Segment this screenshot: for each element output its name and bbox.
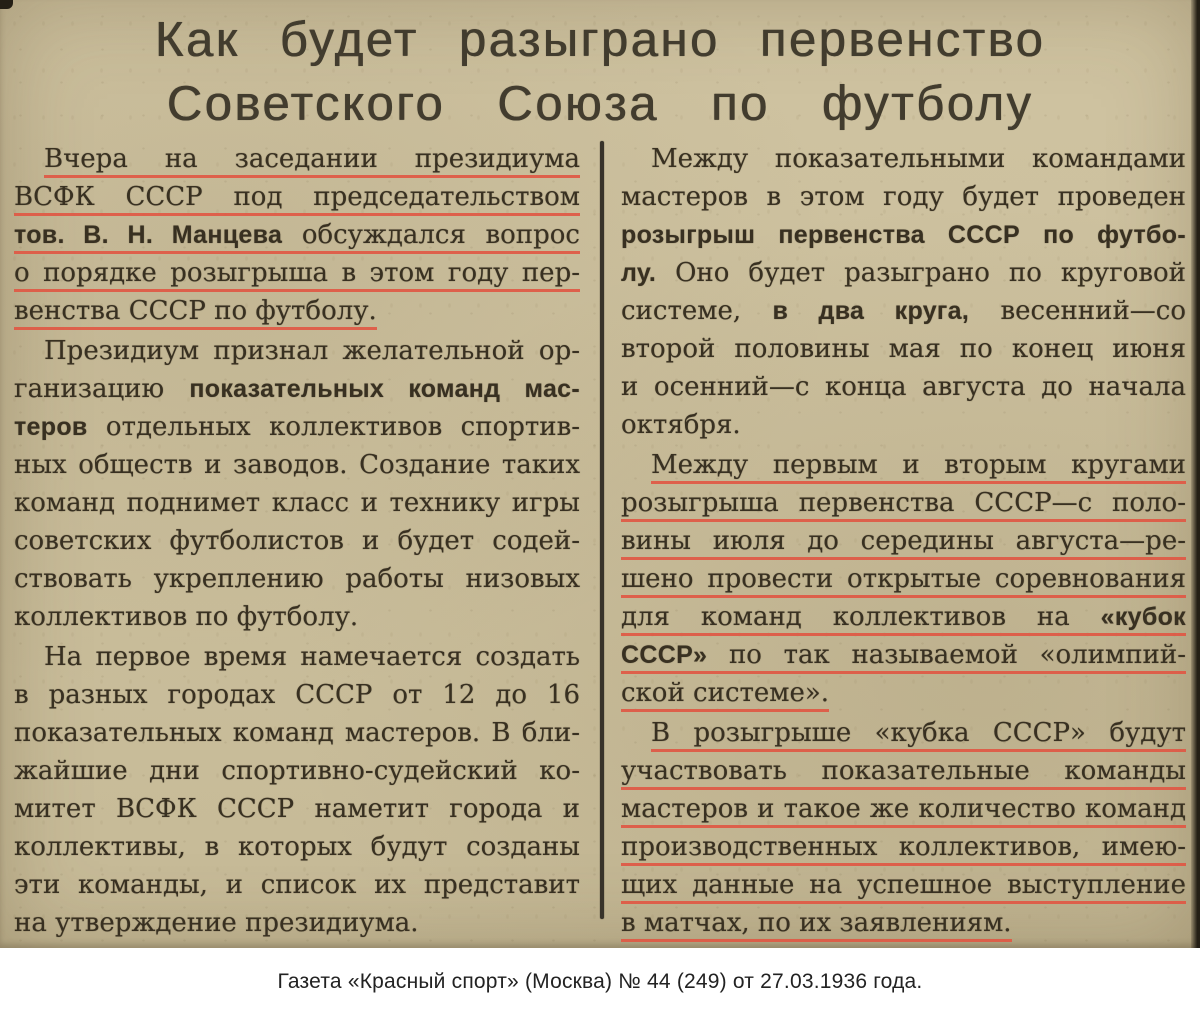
paragraph [621, 140, 1186, 444]
text-line [621, 598, 1186, 636]
text-segment: системе, [621, 296, 773, 326]
text-segment: на утверждение президиума. [14, 908, 419, 938]
text-line-content [621, 756, 1186, 790]
bold-text-segment: теров [14, 413, 88, 441]
text-line [14, 332, 580, 370]
text-segment: щих данные на успешное выступление [621, 870, 1186, 900]
text-line-content [621, 870, 1186, 904]
text-segment: митет ВСФК СССР наметит города и [14, 794, 580, 824]
text-segment: венства СССР по футболу. [14, 296, 377, 326]
text-line-content [651, 718, 1186, 752]
text-segment: шено провести открытые соревнования [621, 564, 1186, 594]
text-line [621, 904, 1186, 942]
text-line [14, 714, 580, 752]
text-line [14, 408, 580, 446]
text-segment: в матчах, по их заявлениям. [621, 908, 1012, 938]
text-line [621, 446, 1186, 484]
bold-text-segment: показательных команд мас- [189, 375, 580, 403]
source-caption: Газета «Красный спорт» (Москва) № 44 (249) от 27.03.1936 года. [277, 970, 923, 993]
text-line-content [44, 336, 580, 367]
text-line [14, 866, 580, 904]
headline-line-1: Как будет разыграно первенство [154, 13, 1046, 67]
text-line [14, 140, 580, 178]
text-segment: В розыгрыше «кубка СССР» будут [651, 718, 1186, 748]
text-line [14, 598, 580, 636]
text-line-content [14, 526, 580, 557]
text-line [621, 330, 1186, 368]
text-line [621, 522, 1186, 560]
text-line [621, 828, 1186, 866]
text-segment: ганизацию [14, 374, 190, 404]
text-line-content [14, 488, 580, 519]
text-segment: Оно будет разыграно по круговой [656, 258, 1186, 288]
text-line-content [14, 258, 580, 292]
text-line-content [621, 640, 1186, 674]
text-segment: жайшие дни спортивно-судейский ко- [14, 756, 580, 786]
text-segment: обсуждался вопрос [282, 220, 580, 250]
text-line-content [621, 488, 1186, 522]
text-line [621, 254, 1186, 292]
text-segment: ВСФК СССР под председательством [14, 182, 580, 212]
text-line-content [14, 908, 419, 939]
text-line [14, 370, 580, 408]
text-line-content [14, 602, 358, 633]
text-line-content [14, 296, 377, 330]
headline-line-2: Советского Союза по футболу [166, 77, 1034, 131]
text-segment: ствовать укреплению работы низовых [14, 564, 580, 594]
bold-text-segment: розыгрыш первенства СССР по футбо- [621, 221, 1186, 249]
text-line-content [621, 794, 1186, 828]
text-line-content [621, 372, 1186, 403]
text-line [621, 714, 1186, 752]
text-line-content [651, 144, 1186, 175]
bold-text-segment: «кубок [1100, 603, 1186, 631]
text-line-content [621, 602, 1186, 636]
paragraph [14, 332, 580, 636]
left-column [14, 140, 580, 942]
text-segment: вины июля до середины августа—ре- [621, 526, 1186, 556]
text-line [621, 790, 1186, 828]
text-line [14, 790, 580, 828]
text-line-content [621, 526, 1186, 560]
text-line-content [44, 144, 580, 178]
text-line [621, 484, 1186, 522]
text-line-content [14, 564, 580, 595]
text-segment: Между показательными командами [651, 144, 1186, 174]
text-line-content [14, 182, 580, 216]
text-segment: Президиум признал желательной ор- [44, 336, 580, 366]
text-line-content [44, 642, 580, 673]
text-line-content [14, 756, 580, 787]
text-line-content [14, 680, 580, 711]
text-segment: коллективы, в которых будут созданы [14, 832, 580, 862]
text-line-content [621, 182, 1186, 213]
paragraph-red-underlined [14, 140, 580, 330]
text-line [14, 484, 580, 522]
text-segment: коллективов по футболу. [14, 602, 359, 632]
text-line [621, 636, 1186, 674]
text-line [14, 638, 580, 676]
bold-text-segment: в два круга, [772, 297, 970, 325]
text-segment: Между первым и вторым кругами [651, 450, 1186, 480]
text-segment: мастеров и такое же количество команд [621, 794, 1186, 824]
text-line-content [14, 220, 580, 254]
text-line [14, 522, 580, 560]
text-line-content [621, 258, 1186, 289]
text-line [14, 216, 580, 254]
text-segment: для команд коллективов на [621, 602, 1101, 632]
text-line-content [14, 870, 580, 901]
text-line [14, 560, 580, 598]
text-segment: весенний—со [969, 296, 1186, 326]
text-line [621, 178, 1186, 216]
text-line-content [14, 794, 580, 825]
text-line [14, 904, 580, 942]
text-line-content [651, 450, 1186, 484]
text-line-content [621, 678, 829, 712]
text-line [621, 406, 1186, 444]
text-line-content [621, 832, 1186, 866]
text-segment: производственных коллективов, имею- [621, 832, 1186, 862]
text-line [621, 368, 1186, 406]
text-line [14, 828, 580, 866]
text-segment: ской системе». [621, 678, 830, 708]
text-line-content [621, 296, 1186, 327]
text-line [14, 178, 580, 216]
text-line-content [621, 220, 1186, 251]
text-segment: Вчера на заседании президиума [44, 144, 580, 174]
text-line [621, 560, 1186, 598]
text-line [621, 140, 1186, 178]
text-segment: советских футболистов и будет содей- [14, 526, 580, 556]
text-segment: октября. [621, 410, 741, 440]
paragraph-red-underlined [621, 714, 1186, 942]
text-segment: мастеров в этом году будет проведен [621, 182, 1186, 212]
text-line [621, 292, 1186, 330]
text-segment: второй половины мая по конец июня [621, 334, 1186, 364]
paragraph-red-underlined [621, 446, 1186, 712]
text-segment: розыгрыша первенства СССР—с поло- [621, 488, 1186, 518]
text-line [14, 254, 580, 292]
bold-text-segment: лу. [621, 259, 657, 287]
text-line [14, 676, 580, 714]
right-column [621, 140, 1186, 942]
bold-text-segment: тов. В. Н. Манцева [14, 221, 283, 249]
text-segment: в разных городах СССР от 12 до 16 [14, 680, 580, 710]
text-line-content [14, 718, 580, 749]
text-segment: участвовать показательные команды [621, 756, 1186, 786]
text-line-content [621, 410, 741, 441]
text-line-content [14, 450, 580, 481]
text-line-content [14, 832, 580, 863]
text-line-content [14, 412, 580, 443]
text-line [621, 866, 1186, 904]
paragraph [14, 638, 580, 942]
text-line [14, 446, 580, 484]
text-line [621, 216, 1186, 254]
text-line [621, 752, 1186, 790]
text-segment: команд поднимет класс и технику игры [14, 488, 580, 518]
text-segment: по так называемой «олимпий- [707, 640, 1186, 670]
text-line-content [621, 334, 1186, 365]
text-line [14, 752, 580, 790]
caption-bar [0, 948, 1200, 1027]
text-segment: и осенний—с конца августа до начала [621, 372, 1186, 402]
text-segment: показательных команд мастеров. В бли- [14, 718, 580, 748]
text-line-content [621, 564, 1186, 598]
column-divider-rule [600, 141, 604, 919]
text-line [14, 292, 580, 330]
article-headline [0, 8, 1200, 136]
text-line-content [621, 908, 1012, 942]
text-line-content [14, 374, 580, 405]
text-line [621, 674, 1186, 712]
text-segment: эти команды, и список их представит [14, 870, 580, 900]
text-segment: На первое время намечается создать [44, 642, 580, 672]
bold-text-segment: СССР» [621, 641, 708, 669]
scan-edge-artifact [1191, 0, 1200, 948]
text-segment: отдельных коллективов спортив- [87, 412, 580, 442]
text-segment: о порядке розыгрыша в этом году пер- [14, 258, 580, 288]
text-segment: ных обществ и заводов. Создание таких [14, 450, 580, 480]
